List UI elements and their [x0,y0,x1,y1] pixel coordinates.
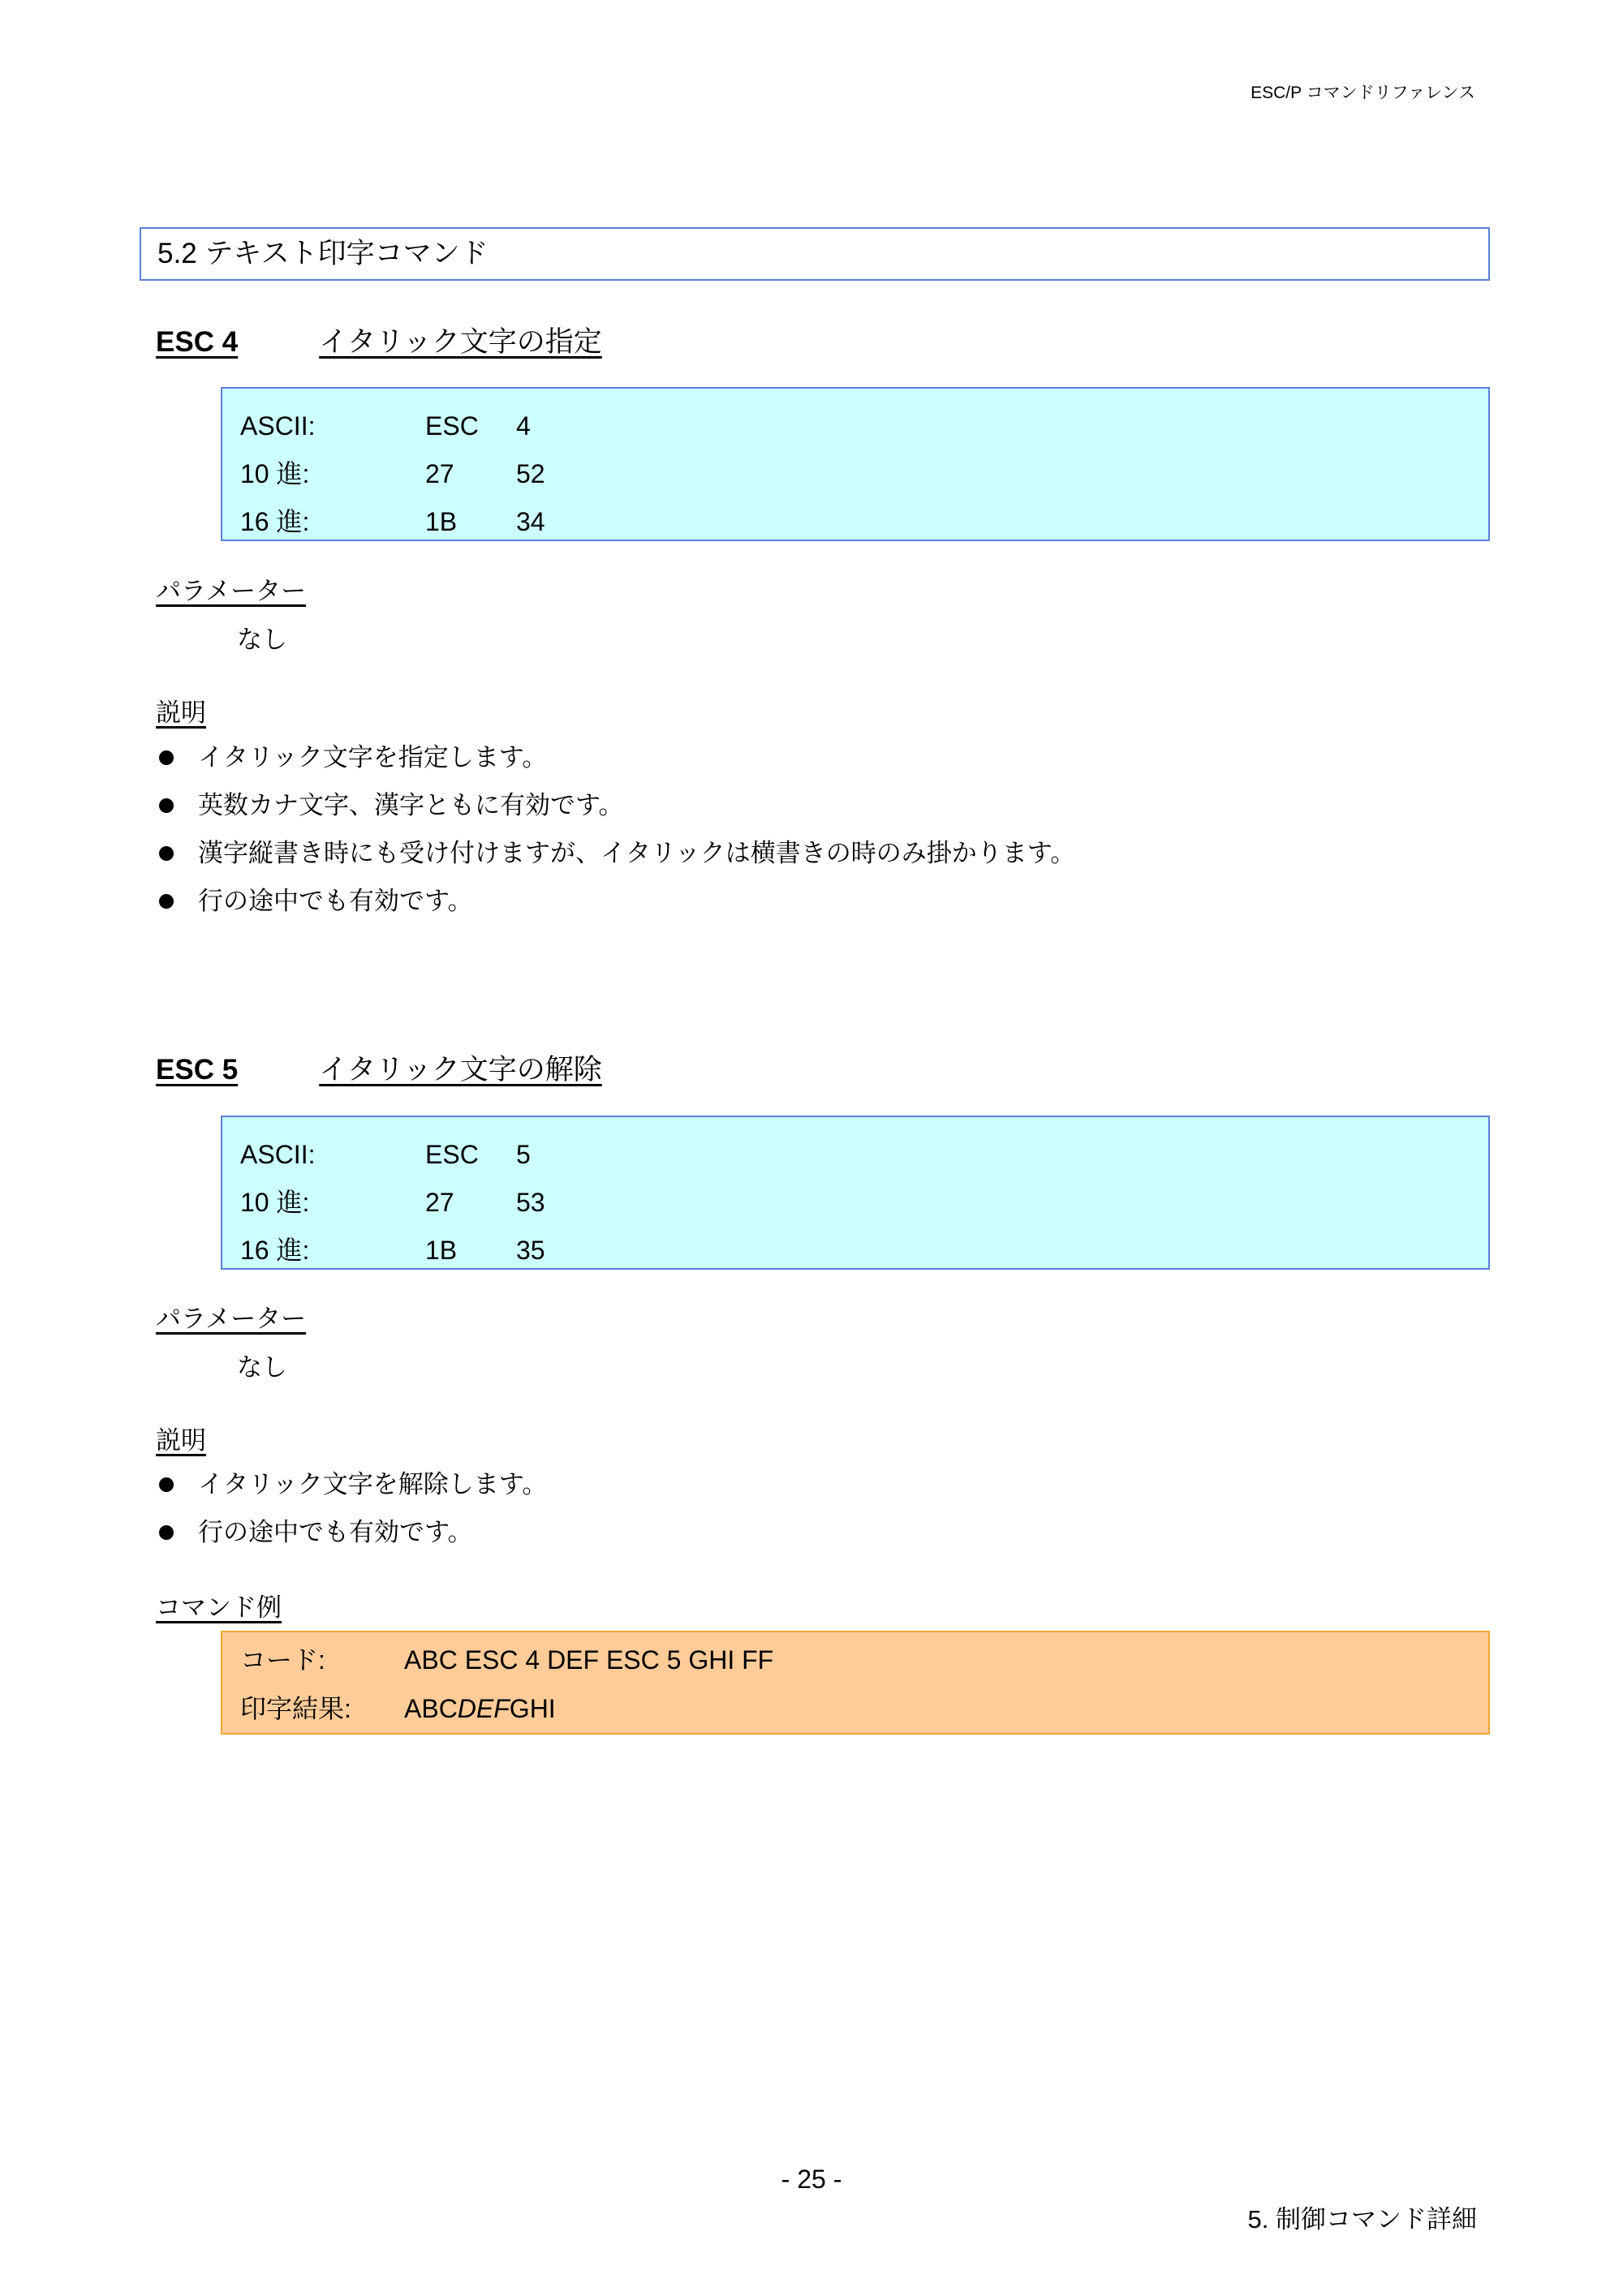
heading-gap [238,326,319,359]
bullet-icon [159,750,174,765]
code-value-2: 4 [516,411,531,441]
description-heading: 説明 [156,1426,206,1455]
code-value-1: ESC [425,411,479,441]
section-title: 5.2 テキスト印字コマンド [140,227,1490,281]
result-plain-text: ABC [404,1694,458,1723]
list-item-text: 英数カナ文字、漢字ともに有効です。 [198,791,624,819]
bullet-icon [159,1477,174,1492]
running-header: ESC/P コマンドリファレンス [1251,84,1475,102]
list-item [156,1508,1487,1556]
code-value-1: 27 [425,459,454,488]
example-result-label: 印字結果: [240,1694,351,1723]
parameter-text: なし [237,626,287,654]
list-item [156,781,1487,829]
code-label: 10 進: [240,459,310,488]
command-heading-esc5 [156,1047,602,1088]
command-code: ESC 5 [156,1054,239,1086]
list-item-text: イタリック文字を指定します。 [198,743,548,772]
code-value-1: 1B [425,507,458,536]
page-number: - 25 - [781,2165,842,2194]
code-table-esc4 [221,387,1490,541]
code-label: 16 進: [240,1236,310,1265]
example-heading: コマンド例 [156,1593,282,1622]
code-label: 16 進: [240,507,310,536]
command-code: ESC 4 [156,326,239,358]
parameter-heading: パラメーター [156,577,307,605]
code-value-2: 34 [516,507,545,536]
code-value-2: 52 [516,459,545,488]
list-item-text: 漢字縦書き時にも受け付けますが、イタリックは横書きの時のみ掛かります。 [198,839,1076,867]
bullet-icon [159,1525,174,1540]
footer-chapter: 5. 制御コマンド詳細 [1247,2205,1477,2234]
list-item-text: イタリック文字を解除します。 [198,1470,548,1498]
example-table [221,1631,1490,1735]
description-list-esc4 [156,733,1487,925]
code-value-2: 5 [516,1140,531,1169]
description-list-esc5 [156,1460,1487,1556]
bullet-icon [159,894,174,909]
list-item-text: 行の途中でも有効です。 [198,887,473,915]
command-heading-esc4 [156,320,602,360]
code-table-esc5 [221,1116,1490,1270]
code-value-2: 53 [516,1188,545,1217]
bullet-icon [159,846,174,861]
code-label: ASCII: [240,411,316,441]
example-result-value [404,1684,556,1733]
list-item [156,1460,1487,1508]
result-italic-text: DEF [457,1694,510,1723]
code-value-1: 1B [425,1236,458,1265]
code-label: ASCII: [240,1140,316,1169]
example-code-label: コード: [240,1645,325,1675]
parameter-text: なし [237,1353,287,1382]
code-label: 10 進: [240,1188,310,1217]
code-value-2: 35 [516,1236,545,1265]
code-value-1: 27 [425,1188,454,1217]
list-item [156,877,1487,925]
example-code-value: ABC ESC 4 DEF ESC 5 GHI FF [404,1645,774,1675]
list-item-text: 行の途中でも有効です。 [198,1518,473,1546]
list-item [156,733,1487,781]
code-value-1: ESC [425,1140,479,1169]
command-title: イタリック文字の解除 [319,1054,602,1086]
parameter-heading: パラメーター [156,1305,307,1333]
list-item [156,829,1487,877]
command-title: イタリック文字の指定 [319,326,602,358]
result-plain-text: GHI [509,1694,556,1723]
description-heading: 説明 [156,699,206,727]
heading-gap [238,1054,319,1086]
bullet-icon [159,798,174,813]
